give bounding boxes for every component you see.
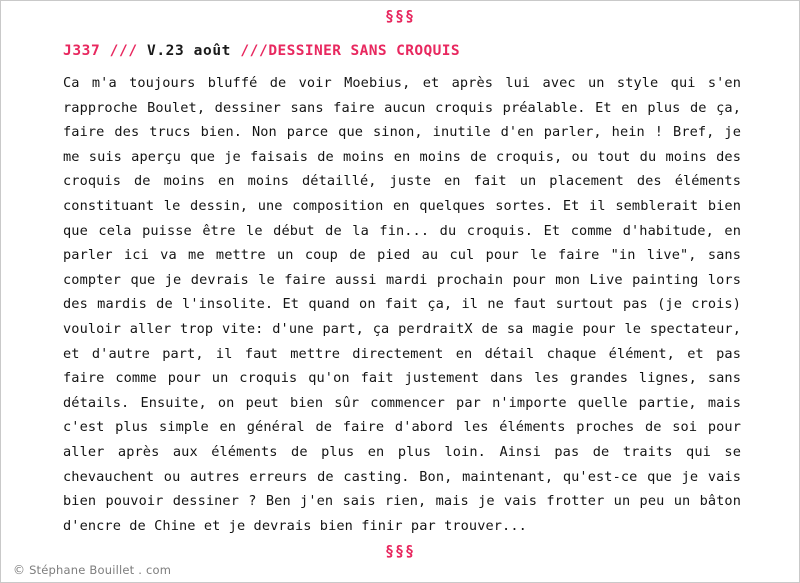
copyright-text: Stéphane Bouillet . com bbox=[29, 563, 172, 577]
article-paragraph: Ca m'a toujours bluffé de voir Moebius, et après lui avec un style qui s'en rapproche Boulet, dessiner sans faire aucun croquis préalable. Et en plus de ça, faire des trucs bien. Non parce que sinon, inutile d'en parler, hein ! Bref, je me suis aperçu que je faisais de moins en moins de croquis, ou tout du moins des croquis de moins en moins détaillé, juste en fait un placement des éléments constituant le dessin, une composition en quelques sortes. Et il semblerait bien que cela puisse être le début de la fin... du croquis. Et comme d'habitude, en parler ici va me mettre un coup de pied au cul pour le faire "in live", sans compter que je devrais le faire aussi mardi prochain pour mon Live painting lors des mardis de l'insolite. Et quand on fait ça, il ne faut surtout pas (je crois) vouloir aller trop vite: d'une part, ça perdraitX de sa magie pour le spectateur, et d'autre part, il faut mettre directement en détail chaque élément, et pas faire comme pour un croquis qu'on fait justement dans les grandes lignes, sans détails. Ensuite, on peut bien sûr commencer par n'importe quelle partie, mais c'est plus simple en général de faire d'abord les éléments proches de soi pour aller après aux éléments de plus en plus loin. Ainsi pas de traits qui se chevauchent ou autres erreurs de casting. Bon, maintenant, qu'est-ce que je vais bien pouvoir dessiner ? Ben j'en sais rien, mais je vais frotter un peu un bâton d'encre de Chine et je devrais bien finir par trouver... bbox=[63, 75, 741, 534]
copyright-icon: © bbox=[13, 563, 26, 577]
headline-separator-1: /// bbox=[109, 43, 138, 59]
headline-title: DESSINER SANS CROQUIS bbox=[268, 43, 461, 59]
bottom-ornament: §§§ bbox=[384, 542, 416, 560]
copyright-credit bbox=[13, 563, 171, 577]
article-body bbox=[63, 71, 741, 538]
headline bbox=[63, 43, 799, 59]
top-ornament: §§§ bbox=[384, 7, 416, 25]
headline-separator-2: /// bbox=[240, 43, 269, 59]
headline-code: J337 bbox=[63, 43, 101, 59]
headline-volume: V.23 août bbox=[147, 43, 231, 59]
